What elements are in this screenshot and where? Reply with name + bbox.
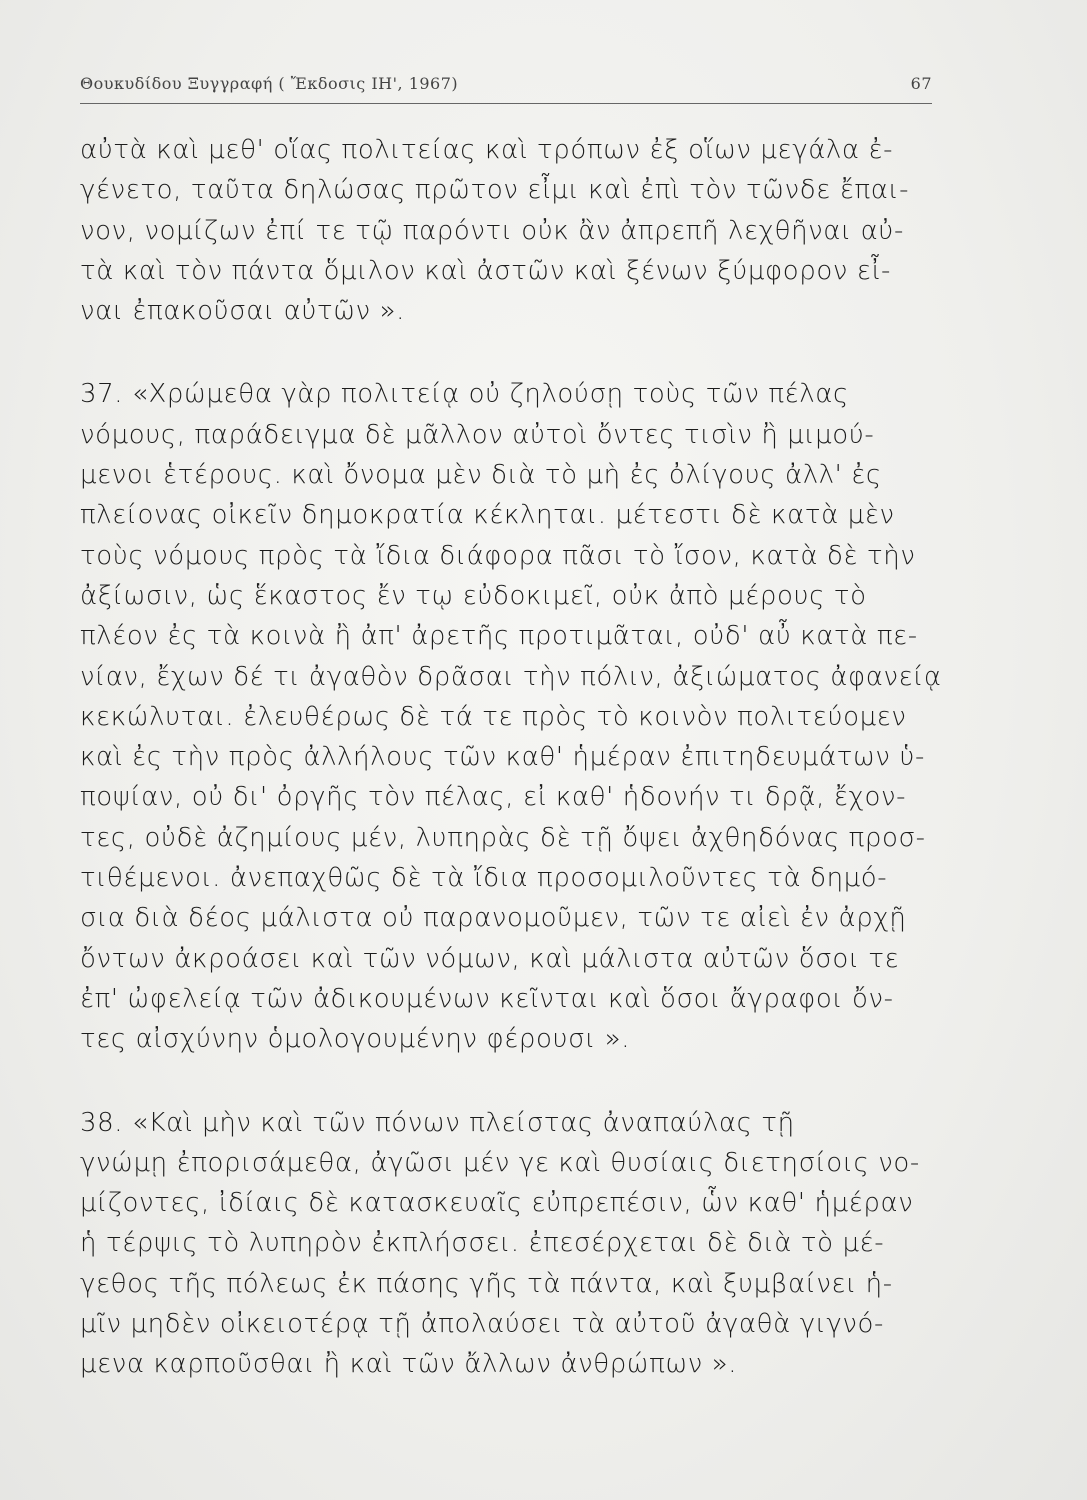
text-line: νον, νομίζων ἐπί τε τῷ παρόντι οὐκ ἂν ἀπρεπῆ λεχθῆναι αὐ-: [80, 215, 904, 246]
text-line: γένετο, ταῦτα δηλώσας πρῶτον εἶμι καὶ ἐπὶ τὸν τῶνδε ἔπαι-: [80, 175, 910, 206]
text-line: τες, οὐδὲ ἀζημίους μέν, λυπηρὰς δὲ τῇ ὄψει ἀχθηδόνας προσ-: [80, 822, 926, 853]
text-line: αὐτὰ καὶ μεθ' οἵας πολιτείας καὶ τρόπων ἐξ οἵων μεγάλα ἐ-: [80, 135, 894, 165]
text-line: νόμους, παράδειγμα δὲ μᾶλλον αὐτοὶ ὄντες τισὶν ἢ μιμού-: [80, 419, 875, 450]
text-line: γεθος τῆς πόλεως ἐκ πάσης γῆς τὰ πάντα, καὶ ξυμβαίνει ἡ-: [80, 1268, 893, 1299]
running-header-title: Θουκυδίδου Ξυγγραφή ( Ἔκδοσις ΙΗ', 1967): [80, 74, 459, 93]
paragraph-spacer: [80, 1060, 940, 1103]
text-line: ναι ἐπακοῦσαι αὐτῶν ».: [80, 296, 405, 327]
text-line: μενοι ἑτέρους. καὶ ὄνομα μὲν διὰ τὸ μὴ ἐς ὀλίγους ἀλλ' ἐς: [80, 460, 882, 491]
text-line: τοὺς νόμους πρὸς τὰ ἴδια διάφορα πᾶσι τὸ ἴσον, κατὰ δὲ τὴν: [80, 540, 916, 571]
paragraph-37: [80, 374, 940, 1059]
text-line: καὶ ἐς τὴν πρὸς ἀλλήλους τῶν καθ' ἡμέραν ἐπιτηδευμάτων ὑ-: [80, 742, 926, 773]
text-line: τιθέμενοι. ἀνεπαχθῶς δὲ τὰ ἴδια προσομιλοῦντες τὰ δημό-: [80, 863, 888, 894]
body-text: [80, 130, 940, 1385]
running-header: [80, 74, 932, 100]
text-line: ἐπ' ὠφελείᾳ τῶν ἀδικουμένων κεῖνται καὶ ὅσοι ἄγραφοι ὄν-: [80, 983, 894, 1014]
text-line: γνώμῃ ἐπορισάμεθα, ἀγῶσι μέν γε καὶ θυσίαις διετησίοις νο-: [80, 1147, 920, 1178]
text-line: κεκώλυται. ἐλευθέρως δὲ τά τε πρὸς τὸ κοινὸν πολιτεύομεν: [80, 701, 907, 732]
text-line: νίαν, ἔχων δέ τι ἀγαθὸν δρᾶσαι τὴν πόλιν, ἀξιώματος ἀφανείᾳ: [80, 661, 942, 692]
text-line: πλέον ἐς τὰ κοινὰ ἢ ἀπ' ἀρετῆς προτιμᾶται, οὐδ' αὖ κατὰ πε-: [80, 621, 918, 652]
text-line: τες αἰσχύνην ὁμολογουμένην φέρουσι ».: [80, 1024, 631, 1055]
paragraph-38: [80, 1103, 940, 1385]
text-line: ὄντων ἀκροάσει καὶ τῶν νόμων, καὶ μάλιστα αὐτῶν ὅσοι τε: [80, 943, 900, 974]
text-line: μενα καρποῦσθαι ἢ καὶ τῶν ἄλλων ἀνθρώπων ».: [80, 1349, 738, 1380]
header-rule: [80, 103, 932, 104]
text-line: σια διὰ δέος μάλιστα οὐ παρανομοῦμεν, τῶν τε αἰεὶ ἐν ἀρχῇ: [80, 903, 907, 934]
paragraph-intro: [80, 130, 940, 331]
text-line: ποψίαν, οὐ δι' ὀργῆς τὸν πέλας, εἰ καθ' ἡδονήν τι δρᾷ, ἔχον-: [80, 782, 907, 813]
text-line: ἡ τέρψις τὸ λυπηρὸν ἐκπλήσσει. ἐπεσέρχεται δὲ διὰ τὸ μέ-: [80, 1228, 885, 1259]
text-line: μῖν μηδὲν οἰκειοτέρᾳ τῇ ἀπολαύσει τὰ αὐτοῦ ἀγαθὰ γιγνό-: [80, 1309, 884, 1340]
text-line: 37. «Χρώμεθα γὰρ πολιτείᾳ οὐ ζηλούσῃ τοὺς τῶν πέλας: [80, 379, 849, 410]
paragraph-spacer: [80, 331, 940, 374]
text-line: τὰ καὶ τὸν πάντα ὅμιλον καὶ ἀστῶν καὶ ξένων ξύμφορον εἶ-: [80, 255, 891, 286]
text-line: μίζοντες, ἰδίαις δὲ κατασκευαῖς εὐπρεπέσιν, ὧν καθ' ἡμέραν: [80, 1188, 914, 1219]
text-line: 38. «Καὶ μὴν καὶ τῶν πόνων πλείστας ἀναπαύλας τῇ: [80, 1107, 795, 1138]
page-number: 67: [910, 74, 932, 93]
text-line: πλείονας οἰκεῖν δημοκρατία κέκληται. μέτεστι δὲ κατὰ μὲν: [80, 500, 895, 531]
text-line: ἀξίωσιν, ὡς ἕκαστος ἔν τῳ εὐδοκιμεῖ, οὐκ ἀπὸ μέρους τὸ: [80, 580, 867, 611]
